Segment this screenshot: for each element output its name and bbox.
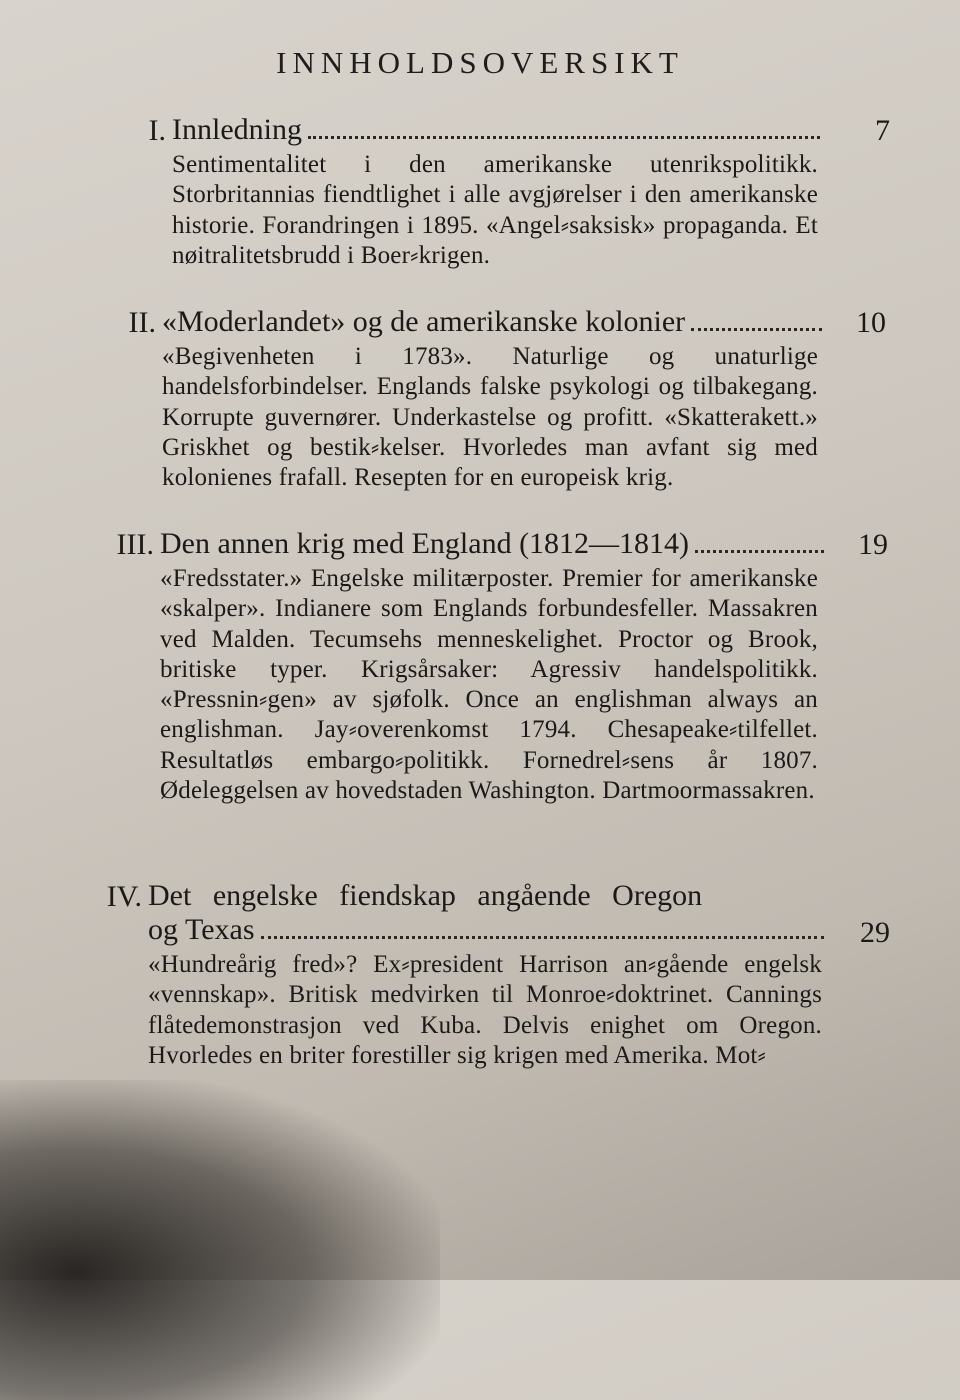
chapter-numeral: I. [148, 114, 166, 147]
chapter-heading-line1 [148, 880, 828, 912]
page-number: 19 [858, 528, 888, 561]
chapter-heading: «Moderlandet» og de amerikanske kolonier [162, 305, 686, 338]
page-number: 7 [875, 114, 890, 147]
dot-leader [691, 328, 822, 331]
page-number: 29 [860, 916, 890, 949]
chapter-heading-row [162, 306, 826, 338]
chapter-heading-row [148, 914, 828, 946]
toc-entry-2 [128, 305, 890, 493]
chapter-description: «Fredsstater.» Engelske militærposter. Premier for amerikanske «skalper». Indianere som Englands forbundesfeller. Massakren ved Malden. Tecumsehs menneskelighet. Proctor og Brook, britiske typer. Krigsårsaker: Agressiv handelspolitikk. «Pressnin⸗gen» av sjøfolk. Once an englishman always an englishman. Jay⸗overenkomst 1794. Chesapeake⸗tilfellet. Resultatløs embargo⸗politikk. Fornedrel⸗sens år 1807. Ødeleggelsen av hovedstaden Washington. Dartmoormassakren. [160, 565, 818, 805]
page-number: 10 [856, 306, 886, 339]
chapter-numeral: III. [116, 528, 154, 561]
chapter-description: «Hundreårig fred»? Ex⸗president Harrison an⸗gående engelsk «vennskap». Britisk medvirken til Monroe⸗doktrinet. Cannings flåtedemonstrasjon ved Kuba. Delvis enighet om Oregon. Hvorledes en briter forestiller sig krigen med Amerika. Mot⸗ [148, 951, 822, 1069]
chapter-heading: og Texas [148, 913, 255, 946]
page-title: INNHOLDSOVERSIKT [276, 45, 684, 80]
toc-entry-4 [106, 879, 892, 1071]
dot-leader [695, 550, 824, 553]
chapter-heading: Innledning [172, 113, 302, 146]
chapter-heading: Den annen krig med England (1812—1814) [160, 527, 690, 560]
toc-entry-1 [148, 113, 890, 271]
chapter-numeral: II. [128, 306, 156, 339]
chapter-heading-first-line: Det engelske fiendskap angående Oregon [148, 879, 703, 912]
dot-leader [308, 136, 820, 139]
chapter-numeral: IV. [106, 880, 142, 913]
photo-shadow [0, 1080, 440, 1400]
chapter-heading-row [172, 114, 824, 146]
toc-entry-3 [116, 527, 890, 806]
chapter-heading-row [160, 528, 828, 560]
chapter-description: Sentimentalitet i den amerikanske utenrikspolitikk. Storbritannias fiendtlighet i alle avgjørelser i den amerikanske historie. Forandringen i 1895. «Angel⸗saksisk» propaganda. Et nøitralitetsbrudd i Boer⸗krigen. [172, 151, 818, 269]
dot-leader [261, 936, 825, 939]
chapter-description: «Begivenheten i 1783». Naturlige og unaturlige handelsforbindelser. Englands falske psykologi og tilbakegang. Korrupte guvernører. Underkastelse og profitt. «Skatterakett.» Griskhet og bestik⸗kelser. Hvorledes man avfant sig med kolonienes frafall. Resepten for en europeisk krig. [162, 343, 818, 492]
